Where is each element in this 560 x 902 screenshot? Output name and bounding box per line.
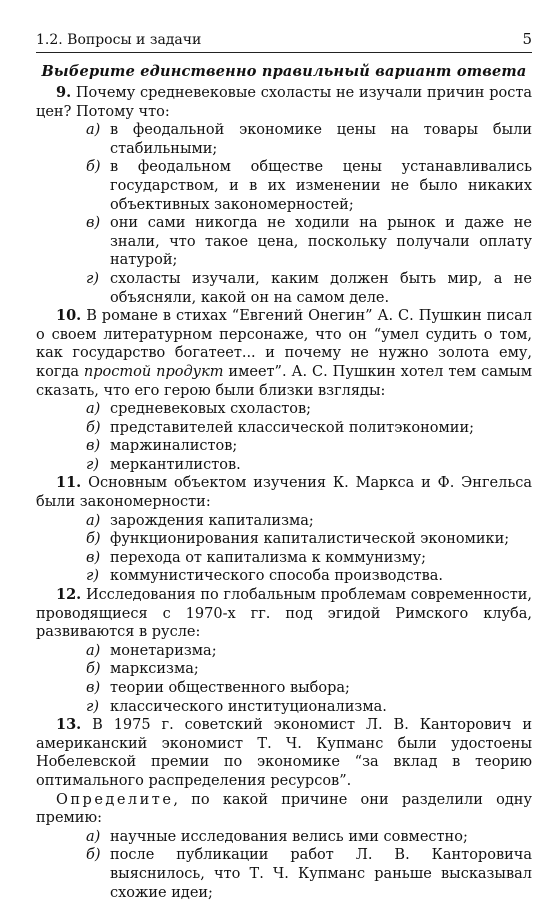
option-d: г) коммунистического способа производства. bbox=[86, 568, 444, 585]
question-text: 13. В 1975 г. советский экономист Л. В. Канторович и американский экономист Т. Ч. Купманс были удостоены Нобелевской премии по экономике “за вклад в теорию оптимального распределения ресурсов”. bbox=[36, 716, 532, 789]
task-text: Определите, по какой причине они разделили одну премию: bbox=[36, 791, 532, 827]
option-a: а) научные исследования велись ими совместно; bbox=[86, 828, 468, 845]
answer-options bbox=[36, 400, 532, 474]
question-11 bbox=[36, 474, 532, 586]
question-text: 9. Почему средневековые схоласты не изучали причин роста цен? Потому что: bbox=[36, 84, 533, 120]
question-13 bbox=[36, 716, 532, 902]
option-d: г) схоласты изучали, каким должен быть мир, а не объясняли, какой он на самом деле. bbox=[86, 270, 532, 306]
option-c: в) маржиналистов; bbox=[86, 438, 238, 455]
option-b: б) представителей классической политэкономии; bbox=[86, 419, 475, 436]
question-number: 11. bbox=[56, 474, 82, 492]
question-9 bbox=[36, 84, 532, 307]
option-c: в) они сами никогда не ходили на рынок и даже не знали, что такое цена, поскольку получали оплату натурой; bbox=[86, 215, 532, 269]
running-header bbox=[36, 30, 532, 53]
question-number: 10. bbox=[56, 307, 82, 325]
answer-options bbox=[36, 828, 532, 902]
option-c: в) перехода от капитализма к коммунизму; bbox=[86, 549, 427, 566]
question-number: 13. bbox=[56, 716, 82, 734]
option-c: в) теории общественного выбора; bbox=[86, 680, 350, 696]
option-b: б) после публикации работ Л. В. Канторовича выяснилось, что Т. Ч. Купманс раньше высказывал схожие идеи; bbox=[86, 847, 532, 901]
question-12 bbox=[36, 586, 532, 716]
option-a: а) монетаризма; bbox=[86, 642, 217, 659]
question-text: 10. В романе в стихах “Евгений Онегин” А. С. Пушкин писал о своем литературном персонаже, что он “умел судить о том, как государство богатеет... и почему не нужно золота ему, когда простой продукт имеет”. А. С. Пушкин хотел тем самым сказать, что его герою были близки взгляды: bbox=[36, 307, 532, 399]
section-title: 1.2. Вопросы и задачи bbox=[36, 32, 202, 48]
question-number: 9. bbox=[56, 84, 72, 101]
question-number: 12. bbox=[56, 586, 82, 604]
option-a: а) зарождения капитализма; bbox=[86, 512, 314, 529]
option-d: г) классического институционализма. bbox=[86, 698, 387, 715]
option-a: а) средневековых схоластов; bbox=[86, 401, 311, 418]
instruction-heading: Выберите единственно правильный вариант ответа bbox=[41, 63, 527, 80]
answer-options bbox=[36, 642, 532, 716]
option-b: б) в феодальном обществе цены устанавливались государством, и в их изменении не было никаких объективных закономерностей; bbox=[86, 159, 532, 213]
question-text: 11. Основным объектом изучения К. Маркса и Ф. Энгельса были закономерности: bbox=[36, 474, 532, 511]
answer-options bbox=[36, 121, 532, 307]
option-b: б) марксизма; bbox=[86, 661, 199, 678]
option-b: б) функционирования капиталистической экономики; bbox=[86, 531, 510, 548]
page-number: 5 bbox=[522, 30, 532, 48]
option-d: г) меркантилистов. bbox=[86, 456, 241, 473]
question-10 bbox=[36, 307, 532, 474]
question-text: 12. Исследования по глобальным проблемам современности, проводящиеся с 1970-х гг. под эгидой Римского клуба, развиваются в русле: bbox=[36, 586, 532, 641]
answer-options bbox=[36, 512, 532, 586]
option-a: а) в феодальной экономике цены на товары были стабильными; bbox=[86, 122, 532, 157]
